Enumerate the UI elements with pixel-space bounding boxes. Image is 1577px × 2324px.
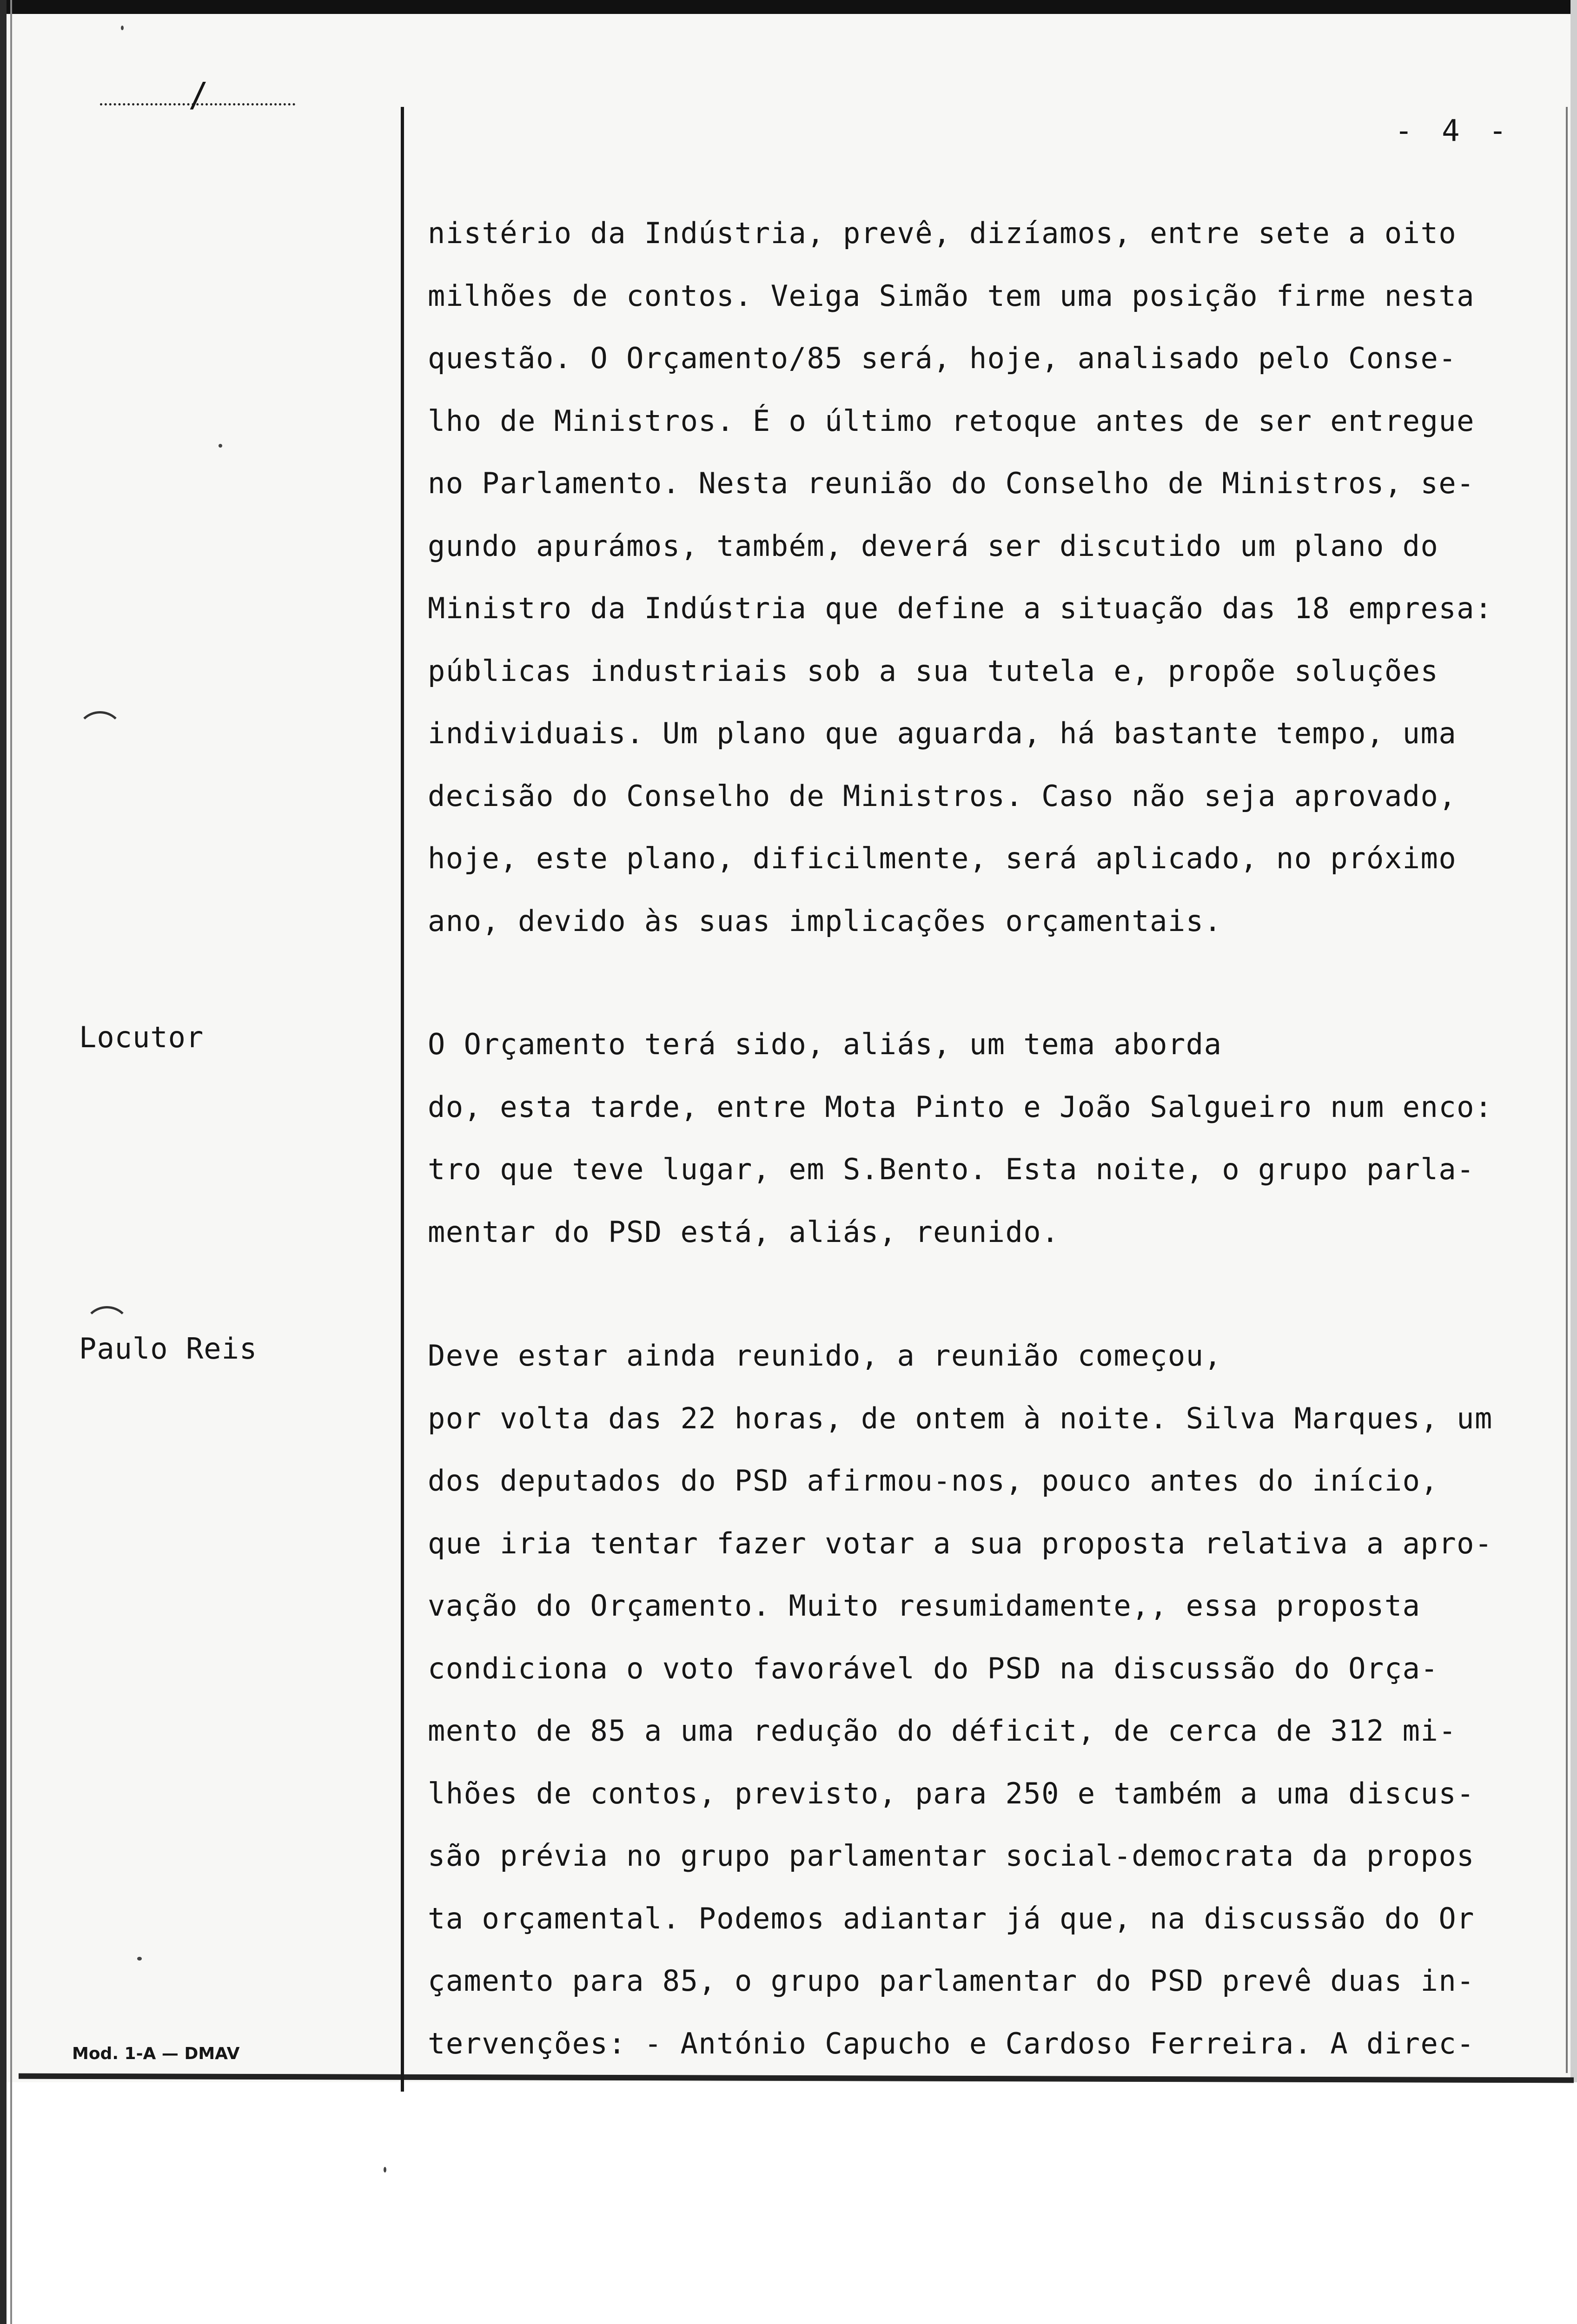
text-line: O Orçamento terá sido, aliás, um tema aborda [428,1027,1222,1061]
text-line: individuais. Um plano que aguarda, há bastante tempo, uma [428,716,1457,750]
page-number: - 4 - [1395,114,1512,148]
text-line: ta orçamental. Podemos adiantar já que, na discussão do Or [428,1901,1475,1935]
reference-mark: / [188,75,209,114]
speck [219,444,222,448]
text-line: lho de Ministros. É o último retoque antes de ser entregue [428,403,1475,438]
text-line: tervenções: - António Capucho e Cardoso Ferreira. A direc- [428,2026,1475,2060]
text-line: decisão do Conselho de Ministros. Caso não seja aprovado, [428,779,1457,813]
paragraph-2 [428,1013,1562,1263]
scan-top-edge [0,0,1577,14]
text-line: gundo apurámos, também, deverá ser discutido um plano do [428,528,1439,563]
text-line: públicas industriais sob a sua tutela e, propõe soluções [428,654,1439,688]
reference-line [100,75,295,114]
text-line: milhões de contos. Veiga Simão tem uma posição firme nesta [428,278,1475,313]
text-line: no Parlamento. Nesta reunião do Conselho de Ministros, se- [428,466,1475,500]
speaker-locutor: Locutor [79,1020,204,1054]
scan-right-edge [1570,0,1577,2082]
text-line: lhões de contos, previsto, para 250 e também a uma discus- [428,1776,1475,1810]
text-line: mentar do PSD está, aliás, reunido. [428,1215,1060,1249]
margin-rule [401,107,404,2092]
paragraph-1 [428,202,1562,952]
text-line: condiciona o voto favorável do PSD na discussão do Orça- [428,1651,1439,1685]
text-line: questão. O Orçamento/85 será, hoje, analisado pelo Conse- [428,341,1457,375]
text-line: mento de 85 a uma redução do déficit, de cerca de 312 mi- [428,1714,1457,1748]
text-line: hoje, este plano, dificilmente, será aplicado, no próximo [428,841,1457,875]
scan-left-edge-inner [10,0,12,2324]
scan-left-edge [0,0,7,2324]
speck [121,26,124,30]
text-line: tro que teve lugar, em S.Bento. Esta noite, o grupo parla- [428,1152,1475,1186]
text-line: vação do Orçamento. Muito resumidamente,, essa proposta [428,1589,1421,1623]
text-line: são prévia no grupo parlamentar social-democrata da propos [428,1839,1475,1873]
text-line: do, esta tarde, entre Mota Pinto e João Salgueiro num enco: [428,1089,1493,1124]
text-line: Deve estar ainda reunido, a reunião começou, [428,1339,1222,1373]
paragraph-3 [428,1325,1562,2075]
text-line: que iria tentar fazer votar a sua proposta relativa a apro- [428,1526,1493,1560]
speck [137,1957,142,1961]
text-line: Ministro da Indústria que define a situação das 18 empresa: [428,591,1493,625]
text-line: çamento para 85, o grupo parlamentar do PSD prevê duas in- [428,1964,1475,1998]
margin-mark-1 [77,711,123,755]
form-code: Mod. 1-A — DMAV [72,2044,240,2063]
speck [384,2167,386,2172]
speaker-paulo-reis: Paulo Reis [79,1332,258,1366]
text-line: nistério da Indústria, prevê, dizíamos, entre sete a oito [428,216,1457,250]
text-line: ano, devido às suas implicações orçamentais. [428,904,1222,938]
right-margin-rule [1566,107,1568,2073]
text-line: por volta das 22 horas, de ontem à noite. Silva Marques, um [428,1401,1493,1435]
text-line: dos deputados do PSD afirmou-nos, pouco antes do início, [428,1464,1439,1498]
